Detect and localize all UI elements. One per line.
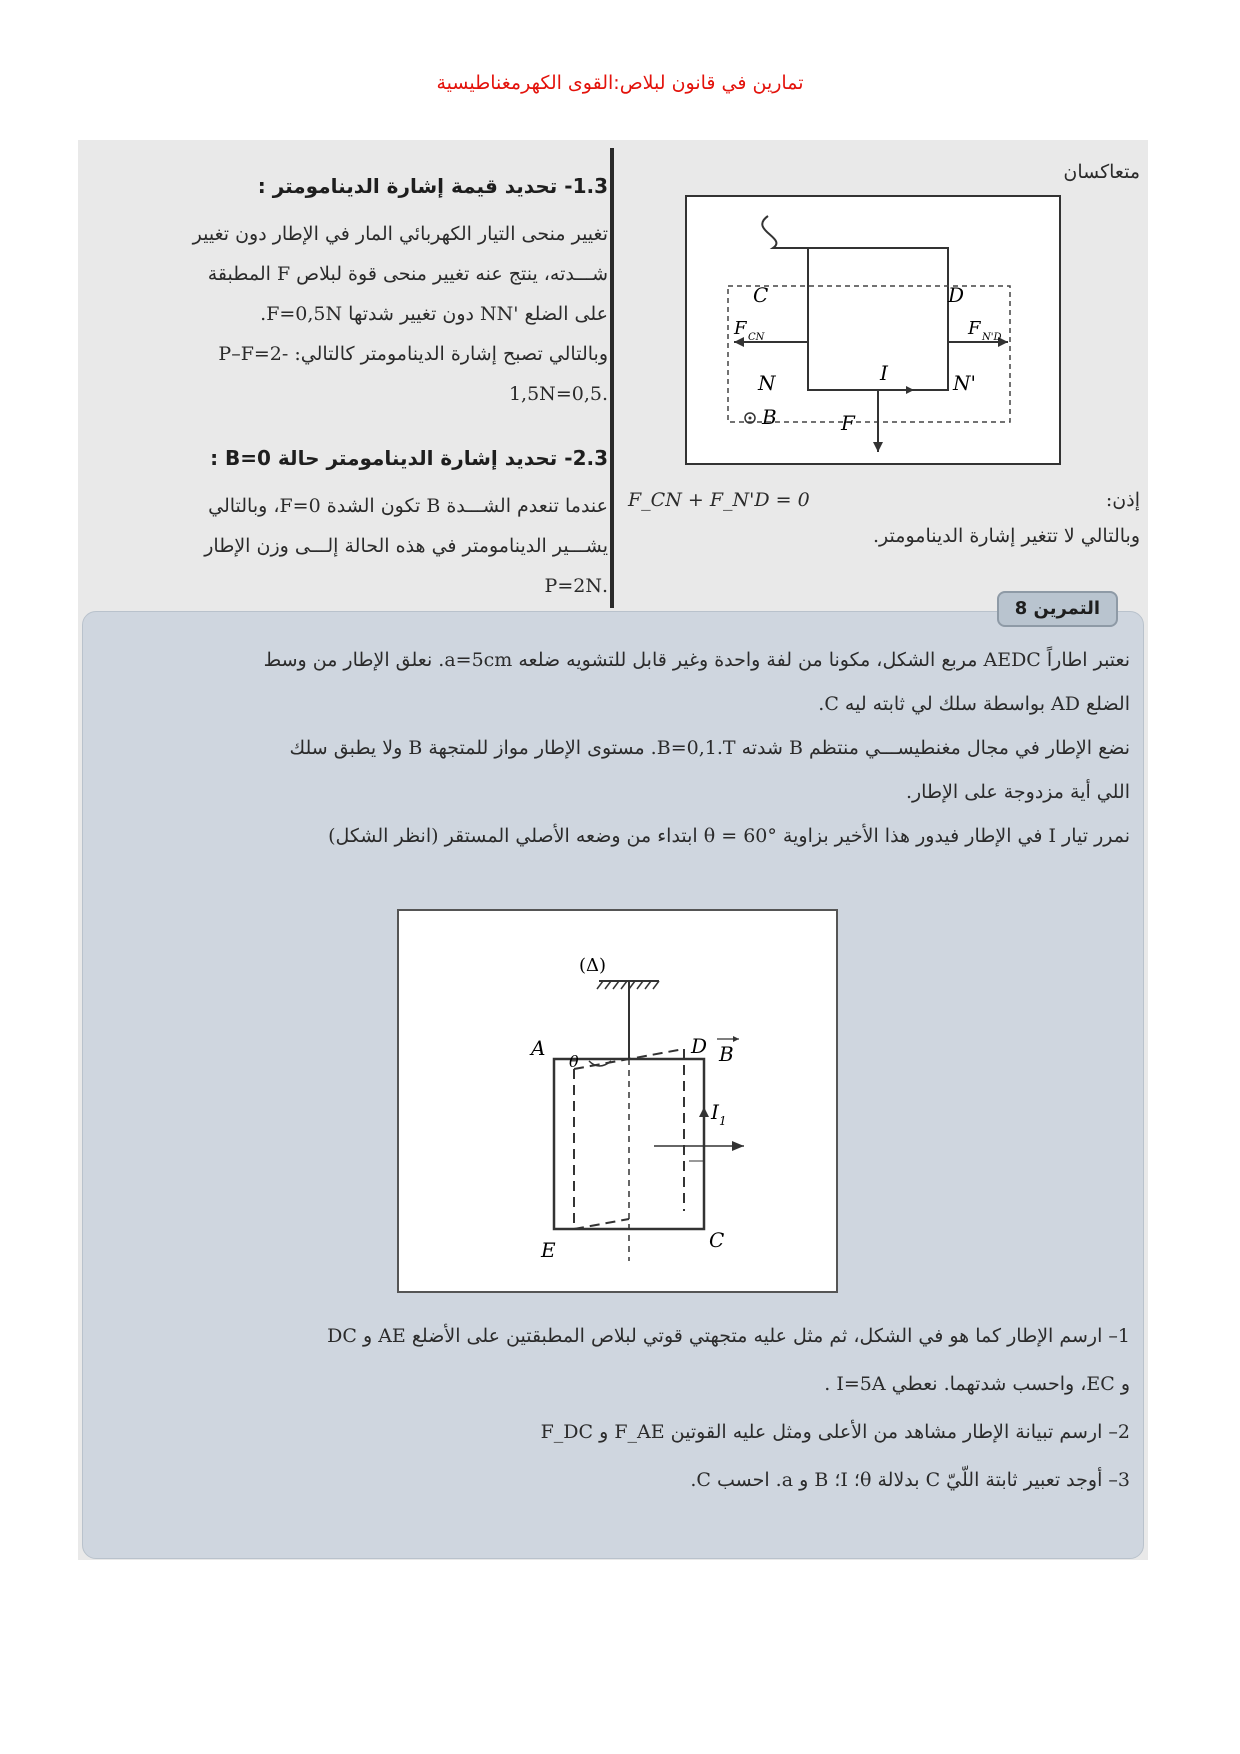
svg-text:CN: CN: [748, 332, 765, 343]
conclusion-equation: F_CN + F_N'D = 0: [628, 489, 810, 511]
section-2-3-heading: 2.3- تحديد إشارة الدينامومتر حالة B=0 :: [210, 446, 608, 470]
svg-text:θ: θ: [569, 1052, 579, 1071]
svg-text:N: N: [758, 371, 776, 395]
svg-text:A: A: [531, 1036, 546, 1060]
svg-text:N'D: N'D: [982, 332, 1002, 343]
svg-text:I: I: [711, 1100, 719, 1124]
section-1-3-line: تغيير منحى التيار الكهربائي المار في الإطار دون تغيير: [192, 223, 608, 245]
exercise-paragraph: نمرر تيار I في الإطار فيدور هذا الأخير بزاوية θ = 60° ابتداء من وضعه الأصلي المستقر (انظر الشكل): [328, 825, 1130, 847]
section-1-3-line: .0,5=1,5N: [508, 383, 608, 405]
top-word: متعاكسان: [1063, 161, 1140, 183]
svg-text:F: F: [968, 318, 981, 339]
svg-text:I: I: [880, 361, 888, 385]
section-2-3-line: عندما تنعدم الشـــدة B تكون الشدة F=0، وبالتالي: [208, 495, 608, 517]
svg-text:(Δ): (Δ): [579, 955, 607, 976]
svg-text:C: C: [753, 283, 769, 307]
svg-text:N': N': [953, 371, 976, 395]
exercise-paragraph: اللي أية مزدوجة على الإطار.: [905, 781, 1130, 803]
svg-text:B: B: [762, 405, 777, 429]
svg-text:F: F: [734, 318, 747, 339]
exercise-paragraph: نعتبر اطاراً AEDC مربع الشكل، مكونا من لفة واحدة وغير قابل للتشويه ضلعه a=5cm. نعلق الإطار من وسط: [263, 649, 1130, 671]
exercise-statement: [96, 638, 1130, 858]
section-2-3-line: .P=2N: [544, 575, 608, 597]
svg-text:D: D: [691, 1034, 708, 1058]
exercise-questions: [96, 1312, 1130, 1504]
svg-text:E: E: [541, 1238, 556, 1262]
torsion-figure: [399, 911, 836, 1291]
question-line: 2– ارسم تبيانة الإطار مشاهد من الأعلى ومثل عليه القوتين F_AE و F_DC: [540, 1421, 1130, 1443]
svg-text:1: 1: [719, 1114, 727, 1128]
svg-text:C: C: [709, 1228, 725, 1252]
section-1-3-line: شـــدته، ينتج عنه تغيير منحى قوة لبلاص F المطبقة: [207, 263, 608, 285]
column-divider: [610, 148, 614, 608]
conclusion-label: إذن:: [1105, 489, 1140, 511]
section-2-3-body: [48, 486, 608, 606]
question-line: 1– ارسم الإطار كما هو في الشكل، ثم مثل عليه متجهتي قوتي لبلاص المطبقتين على الأضلع AE و DC: [327, 1325, 1130, 1347]
svg-text:D: D: [948, 283, 965, 307]
question-line: و EC، واحسب شدتهما. نعطي I=5A .: [824, 1373, 1130, 1395]
section-1-3-heading: 1.3- تحديد قيمة إشارة الدينامومتر :: [257, 174, 608, 198]
svg-text:B: B: [719, 1042, 734, 1066]
torsion-figure-frame: [397, 909, 838, 1293]
section-1-3-body: [48, 214, 608, 414]
exercise-paragraph: نضع الإطار في مجال مغنطيســـي منتظم B شدته B=0,1.T. مستوى الإطار مواز للمتجهة B ولا يطبق سلك: [289, 737, 1130, 759]
section-1-3-line: على الضلع 'NN دون تغيير شدتها F=0,5N.: [260, 303, 608, 325]
section-2-3-line: يشـــير الدينامومتر في هذه الحالة إلـــى وزن الإطار: [204, 535, 608, 557]
frame-figure: [678, 190, 1068, 470]
exercise-paragraph: الضلع AD بواسطة سلك لي ثابته ليه C.: [818, 693, 1130, 715]
svg-text:F: F: [841, 411, 855, 435]
conclusion-line: وبالتالي لا تتغير إشارة الدينامومتر.: [873, 525, 1140, 547]
page-title: تمارين في قانون لبلاص:القوى الكهرمغناطيسية: [436, 72, 804, 94]
question-line: 3– أوجد تعبير ثابتة اللّيّ C بدلالة θ؛ I؛ B و a. احسب C.: [690, 1469, 1130, 1491]
section-1-3-line: وبالتالي تصبح إشارة الدينامومتر كالتالي: -2=P–F: [218, 343, 608, 365]
exercise-label: التمرين 8: [997, 591, 1118, 627]
